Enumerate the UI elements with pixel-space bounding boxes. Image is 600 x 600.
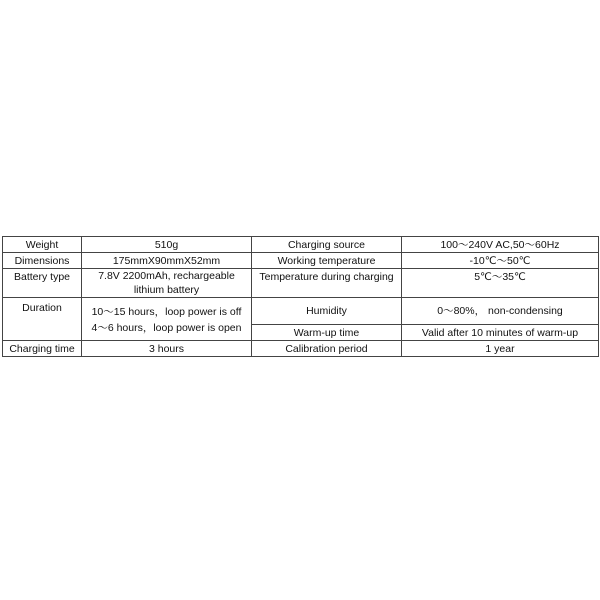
cell-value-charging-source: 100～240V AC,50～60Hz [402, 237, 599, 253]
cell-label-charging-source: Charging source [252, 237, 402, 253]
cell-value-charging-time: 3 hours [82, 341, 252, 357]
cell-label-calibration-period: Calibration period [252, 341, 402, 357]
duration-line: 4～6 hours，loop power is open [91, 322, 242, 334]
cell-value-warm-up-time: Valid after 10 minutes of warm-up [402, 325, 599, 341]
cell-label-duration: Duration [3, 298, 82, 341]
cell-label-humidity: Humidity [252, 298, 402, 325]
table-row [3, 253, 599, 269]
table-row [3, 341, 599, 357]
table-row [3, 237, 599, 253]
battery-type-line: 7.8V 2200mAh, rechargeable [98, 270, 235, 282]
cell-label-temperature-during-charging: Temperature during charging [252, 269, 402, 298]
cell-label-battery-type: Battery type [3, 269, 82, 298]
cell-value-temperature-during-charging: 5℃～35℃ [402, 269, 599, 298]
spec-table [2, 236, 599, 357]
table-row [3, 269, 599, 298]
cell-label-working-temperature: Working temperature [252, 253, 402, 269]
cell-value-working-temperature: -10℃～50℃ [402, 253, 599, 269]
cell-value-dimensions: 175mmX90mmX52mm [82, 253, 252, 269]
cell-label-warm-up-time: Warm-up time [252, 325, 402, 341]
cell-label-weight: Weight [3, 237, 82, 253]
cell-value-humidity: 0～80%， non-condensing [402, 298, 599, 325]
cell-value-weight: 510g [82, 237, 252, 253]
cell-value-battery-type [82, 269, 252, 298]
cell-label-dimensions: Dimensions [3, 253, 82, 269]
cell-value-duration [82, 298, 252, 341]
table-row [3, 298, 599, 325]
cell-value-calibration-period: 1 year [402, 341, 599, 357]
duration-line: 10～15 hours，loop power is off [91, 306, 242, 318]
cell-label-charging-time: Charging time [3, 341, 82, 357]
battery-type-line: lithium battery [133, 284, 200, 296]
